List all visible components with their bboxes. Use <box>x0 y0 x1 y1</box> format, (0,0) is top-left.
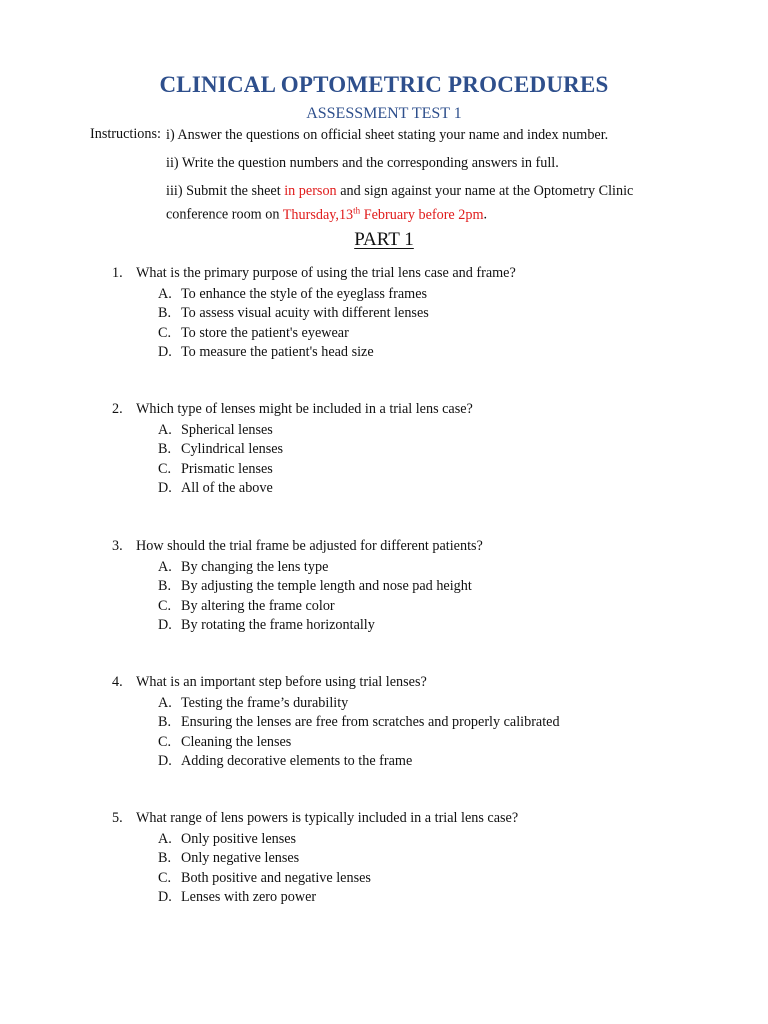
option-text: Prismatic lenses <box>181 460 273 477</box>
option-a <box>158 285 516 305</box>
question-number: 1. <box>112 265 123 281</box>
option-c <box>158 597 483 617</box>
question-3 <box>112 537 483 636</box>
option-letter: B. <box>158 850 172 867</box>
instruction-item-3-text: conference room on <box>166 206 283 223</box>
option-text: Spherical lenses <box>181 421 273 438</box>
option-text: Only positive lenses <box>181 830 297 847</box>
option-c <box>158 324 516 344</box>
question-5 <box>112 809 518 908</box>
in-person-highlight: in person <box>284 183 337 199</box>
option-letter: A. <box>158 830 172 847</box>
option-letter: A. <box>158 285 172 302</box>
option-d <box>158 888 518 908</box>
option-letter: C. <box>158 324 172 341</box>
question-text: What range of lens powers is typically included in a trial lens case? <box>136 810 519 826</box>
option-letter: C. <box>158 460 172 477</box>
question-stem <box>112 537 483 557</box>
option-a <box>158 558 483 578</box>
option-text: By changing the lens type <box>181 558 329 575</box>
question-text: What is an important step before using trial lenses? <box>136 674 427 690</box>
document-subtitle: ASSESSMENT TEST 1 <box>306 105 462 122</box>
option-text: By adjusting the temple length and nose pad height <box>181 578 472 595</box>
option-b <box>158 577 483 597</box>
option-c <box>158 733 560 753</box>
option-letter: B. <box>158 441 172 458</box>
option-d <box>158 752 560 772</box>
option-list <box>158 694 560 772</box>
option-text: To store the patient's eyewear <box>181 324 349 341</box>
option-letter: B. <box>158 305 172 322</box>
option-list <box>158 285 516 363</box>
part-heading <box>0 229 768 251</box>
instruction-item-1: i) Answer the questions on official sheet stating your name and index number. <box>166 127 609 143</box>
option-letter: D. <box>158 617 172 634</box>
option-letter: B. <box>158 714 172 731</box>
option-letter: C. <box>158 733 172 750</box>
option-text: Both positive and negative lenses <box>181 869 371 886</box>
question-number: 3. <box>112 538 123 554</box>
option-d <box>158 479 473 499</box>
part-title: PART 1 <box>354 229 414 250</box>
option-b <box>158 304 516 324</box>
option-list <box>158 830 518 908</box>
question-number: 4. <box>112 674 123 690</box>
instruction-item-2: ii) Write the question numbers and the corresponding answers in full. <box>166 155 559 171</box>
question-4 <box>112 673 560 772</box>
option-text: By altering the frame color <box>181 597 335 614</box>
question-number: 5. <box>112 810 123 826</box>
option-a <box>158 830 518 850</box>
question-1 <box>112 264 516 363</box>
deadline-time: February before 2pm <box>360 206 484 223</box>
option-text: All of the above <box>181 480 273 497</box>
option-letter: A. <box>158 558 172 575</box>
document-title: CLINICAL OPTOMETRIC PROCEDURES <box>159 72 609 97</box>
option-letter: A. <box>158 421 172 438</box>
deadline-day: Thursday,13 <box>282 206 354 223</box>
option-letter: D. <box>158 889 172 906</box>
deadline-highlight <box>283 207 484 223</box>
question-number: 2. <box>112 401 123 417</box>
instruction-item-3-text: iii) Submit the sheet <box>166 183 285 199</box>
option-a <box>158 694 560 714</box>
option-list <box>158 421 473 499</box>
deadline-ordinal: th <box>353 205 361 215</box>
question-stem <box>112 809 518 829</box>
option-letter: D. <box>158 753 172 770</box>
question-2 <box>112 400 473 499</box>
option-b <box>158 713 560 733</box>
option-c <box>158 460 473 480</box>
option-text: Lenses with zero power <box>181 889 317 906</box>
option-letter: A. <box>158 694 172 711</box>
question-stem <box>112 400 473 420</box>
option-text: By rotating the frame horizontally <box>181 617 375 634</box>
instructions-label: Instructions: <box>90 126 161 142</box>
option-text: Ensuring the lenses are free from scratches and properly calibrated <box>181 714 560 731</box>
option-text: Only negative lenses <box>181 850 300 867</box>
option-d <box>158 616 483 636</box>
option-d <box>158 343 516 363</box>
option-a <box>158 421 473 441</box>
option-text: To measure the patient's head size <box>181 344 374 361</box>
option-b <box>158 849 518 869</box>
option-letter: C. <box>158 597 172 614</box>
option-letter: D. <box>158 480 172 497</box>
question-text: What is the primary purpose of using the trial lens case and frame? <box>136 265 516 281</box>
option-letter: D. <box>158 344 172 361</box>
option-text: To assess visual acuity with different lenses <box>181 305 429 322</box>
option-letter: C. <box>158 869 172 886</box>
option-text: Testing the frame’s durability <box>181 694 349 711</box>
question-stem <box>112 673 560 693</box>
option-text: Cleaning the lenses <box>181 733 292 750</box>
option-text: Adding decorative elements to the frame <box>181 753 413 770</box>
option-letter: B. <box>158 578 172 595</box>
instruction-item-3-period: . <box>483 206 488 223</box>
option-c <box>158 869 518 889</box>
question-text: How should the trial frame be adjusted for different patients? <box>136 538 483 554</box>
question-stem <box>112 264 516 284</box>
instruction-item-3-text: and sign against your name at the Optometry Clinic <box>336 183 634 199</box>
instruction-item-3 <box>166 182 646 225</box>
option-text: To enhance the style of the eyeglass frames <box>181 285 428 302</box>
option-text: Cylindrical lenses <box>181 441 284 458</box>
question-text: Which type of lenses might be included in a trial lens case? <box>136 401 473 417</box>
option-b <box>158 440 473 460</box>
option-list <box>158 558 483 636</box>
